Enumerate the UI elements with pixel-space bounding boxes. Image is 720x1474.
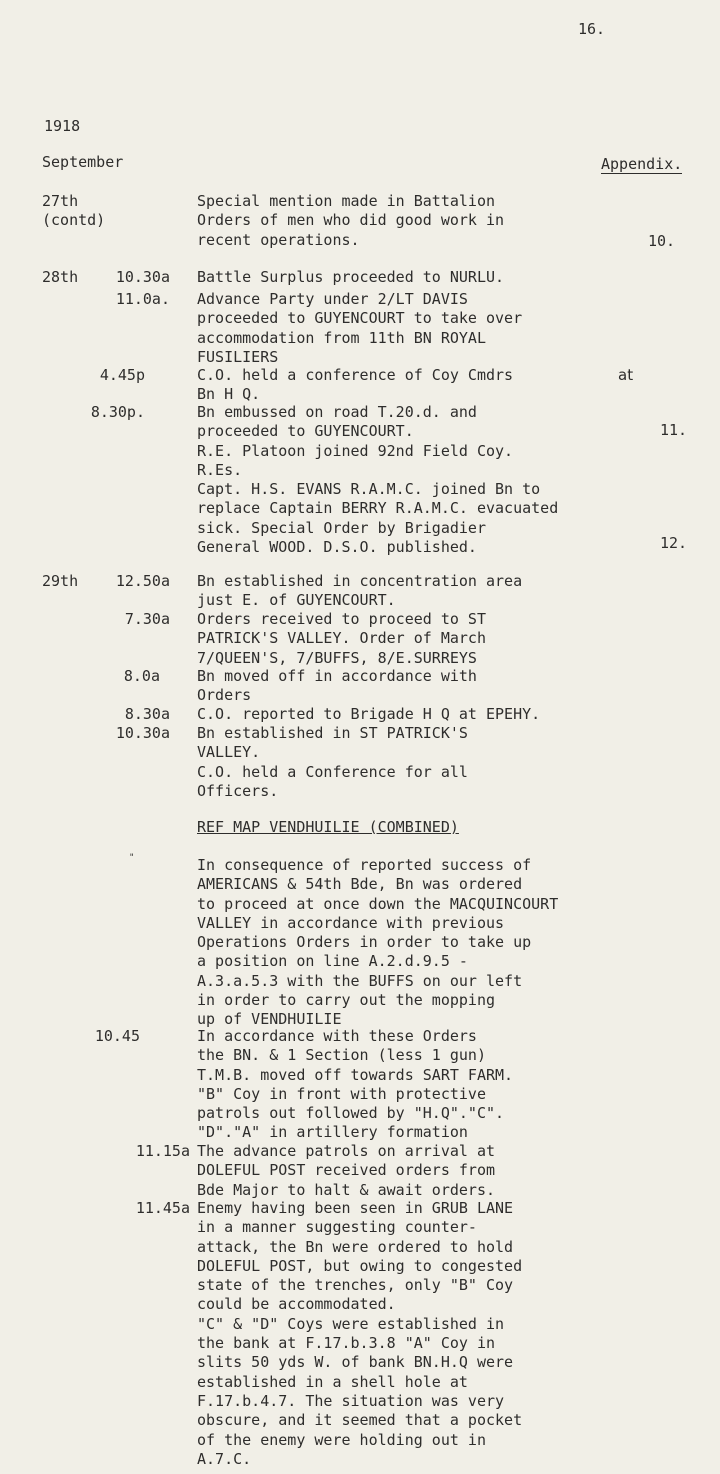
- time-29-1045: 10.45: [94, 1027, 140, 1045]
- time-29-80a: 8.0a: [123, 667, 160, 685]
- time-28-1030a: 10.30a: [115, 268, 170, 286]
- entry-text-29e: Bn established in ST PATRICK'S VALLEY. C.O. held a Conference for all Officers.: [197, 724, 468, 800]
- entry-text-29g: In accordance with these Orders the BN. & 1 Section (less 1 gun) T.M.B. moved off towards SART FARM. "B" Coy in front with protective patrols out followed by "H.Q"."C". "D"."A" in artillery formation: [197, 1027, 514, 1142]
- appendix-column-header: Appendix.: [601, 155, 683, 173]
- entry-text-28d: Bn embussed on road T.20.d. and proceeded to GUYENCOURT. R.E. Platoon joined 92nd Field Coy. R.Es. Capt. H.S. EVANS R.A.M.C. joined Bn to replace Captain BERRY R.A.M.C. evacuated sick. Special Order by Brigadier General WOOD. D.S.O. published.: [197, 403, 559, 557]
- date-27th: 27th (contd): [42, 192, 106, 229]
- entry-text-29f: In consequence of reported success of AMERICANS & 54th Bde, Bn was ordered to proceed at once down the MACQUINCOURT VALLEY in accordance with previous Operations Orders in order to take up a position on line A.2.d.9.5 - A.3.a.5.3 with the BUFFS on our left in order to carry out the mopping up of VENDHUILIE: [197, 856, 559, 1029]
- entry-text-28b: Advance Party under 2/LT DAVIS proceeded to GUYENCOURT to take over accommodation from 11th BN ROYAL FUSILIERS: [197, 290, 523, 366]
- page-number: 16.: [578, 20, 606, 38]
- entry-text-28a: Battle Surplus proceeded to NURLU.: [197, 268, 505, 286]
- ref-map-heading: REF MAP VENDHUILIE (COMBINED): [197, 818, 459, 836]
- time-29-1030a: 10.30a: [115, 724, 170, 742]
- annotation-at: at: [618, 366, 634, 384]
- time-29-1115a: 11.15a: [135, 1142, 190, 1160]
- year-heading: 1918: [44, 117, 81, 135]
- appendix-ref-11: 11.: [660, 421, 688, 439]
- appendix-ref-10: 10.: [648, 232, 676, 250]
- entry-text-27: Special mention made in Battalion Orders of men who did good work in recent operations.: [197, 192, 505, 249]
- entry-text-29d: C.O. reported to Brigade H Q at EPEHY.: [197, 705, 541, 723]
- appendix-ref-12: 12.: [660, 534, 688, 552]
- entry-text-29i: Enemy having been seen in GRUB LANE in a manner suggesting counter- attack, the Bn were ordered to hold DOLEFUL POST, but owing to congested state of the trenches, only "B" Coy could be accommodated. "C" & "D" Coys were established in the bank at F.17.b.3.8 "A" Coy in slits 50 yds W. of bank BN.H.Q were established in a shell hole at F.17.b.4.7. The situation was very obscure, and it seemed that a pocket of the enemy were holding out in A.7.C.: [197, 1199, 523, 1468]
- date-29th: 29th: [42, 572, 79, 590]
- time-29-1250a: 12.50a: [115, 572, 170, 590]
- time-28-830p: 8.30p.: [90, 403, 145, 421]
- time-29-830a: 8.30a: [124, 705, 170, 723]
- date-28th: 28th: [42, 268, 79, 286]
- time-28-110a: 11.0a.: [115, 290, 170, 308]
- entry-text-28c: C.O. held a conference of Coy Cmdrs Bn H Q.: [197, 366, 514, 404]
- ditto-mark: ": [129, 853, 135, 863]
- month-heading: September: [42, 153, 124, 171]
- entry-text-29b: Orders received to proceed to ST PATRICK'S VALLEY. Order of March 7/QUEEN'S, 7/BUFFS, 8/E.SURREYS: [197, 610, 486, 667]
- entry-text-29a: Bn established in concentration area just E. of GUYENCOURT.: [197, 572, 523, 610]
- entry-text-29c: Bn moved off in accordance with Orders: [197, 667, 477, 705]
- time-29-1145a: 11.45a: [135, 1199, 190, 1217]
- time-28-445p: 4.45p: [99, 366, 145, 384]
- entry-text-29h: The advance patrols on arrival at DOLEFUL POST received orders from Bde Major to halt & await orders.: [197, 1142, 496, 1199]
- time-29-730a: 7.30a: [124, 610, 170, 628]
